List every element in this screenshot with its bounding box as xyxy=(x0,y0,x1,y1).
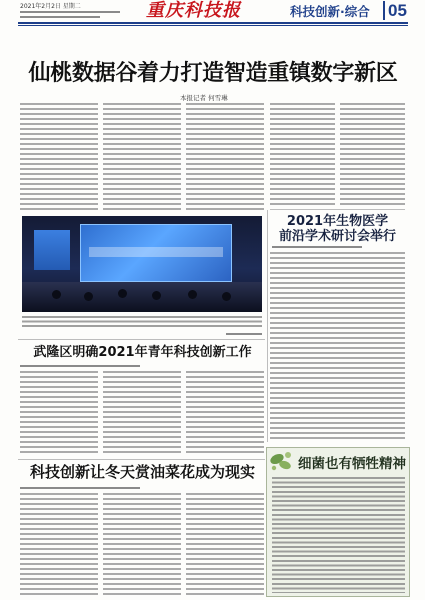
main-headline: 仙桃数据谷着力打造智造重镇数字新区 xyxy=(28,61,398,86)
article-divider xyxy=(18,339,265,340)
editor-line xyxy=(20,11,120,13)
article-divider xyxy=(18,459,265,460)
masthead-rule xyxy=(18,22,408,24)
photo-person xyxy=(84,292,93,301)
column-separator xyxy=(267,210,268,442)
right-headline-line-1: 2021年生物医学 xyxy=(286,214,389,229)
box-headline: 细菌也有牺牲精神 xyxy=(298,456,406,472)
photo-person xyxy=(52,290,61,299)
main-article-column xyxy=(103,103,181,213)
photo-person xyxy=(118,289,127,298)
page-number: 05 xyxy=(383,1,407,20)
main-byline: 本报记者 何雪琳 xyxy=(180,94,228,102)
masthead-rule-thin xyxy=(18,25,408,26)
article-2-byline xyxy=(20,365,140,367)
photo-caption xyxy=(22,316,262,330)
article-divider xyxy=(270,209,405,210)
article-3-byline xyxy=(20,487,140,489)
right-article-column xyxy=(270,252,405,440)
main-article-column xyxy=(340,103,405,205)
article-2-headline: 武隆区明确2021年青年科技创新工作 xyxy=(33,345,252,360)
main-article-column xyxy=(186,103,264,213)
photo-credit xyxy=(226,333,262,335)
article-3-column xyxy=(186,493,264,595)
article-3-column xyxy=(103,493,181,595)
article-2-column xyxy=(103,371,181,455)
photo-person xyxy=(152,291,161,300)
issue-date: 2021年2月2日 星期二 xyxy=(20,3,81,10)
right-article-byline xyxy=(272,246,362,248)
photo-screen-band xyxy=(89,247,223,257)
photo-side-screen xyxy=(34,230,70,270)
article-3-headline: 科技创新让冬天赏油菜花成为现实 xyxy=(29,463,255,481)
photo-person xyxy=(188,290,197,299)
article-3-column xyxy=(20,493,98,595)
right-headline-line-2: 前沿学术研讨会举行 xyxy=(278,229,396,244)
photo-display-screen xyxy=(80,224,232,282)
section-title: 科技创新·综合 xyxy=(290,4,370,19)
main-article-column xyxy=(270,103,335,205)
news-photo xyxy=(22,216,262,312)
newspaper-logo: 重庆科技报 xyxy=(146,0,241,21)
photo-person xyxy=(222,292,231,301)
bacteria-icon xyxy=(268,449,294,473)
article-2-column xyxy=(186,371,264,455)
article-2-column xyxy=(20,371,98,455)
contact-line xyxy=(20,16,100,18)
main-article-column xyxy=(20,103,98,213)
box-article-body xyxy=(272,477,405,593)
